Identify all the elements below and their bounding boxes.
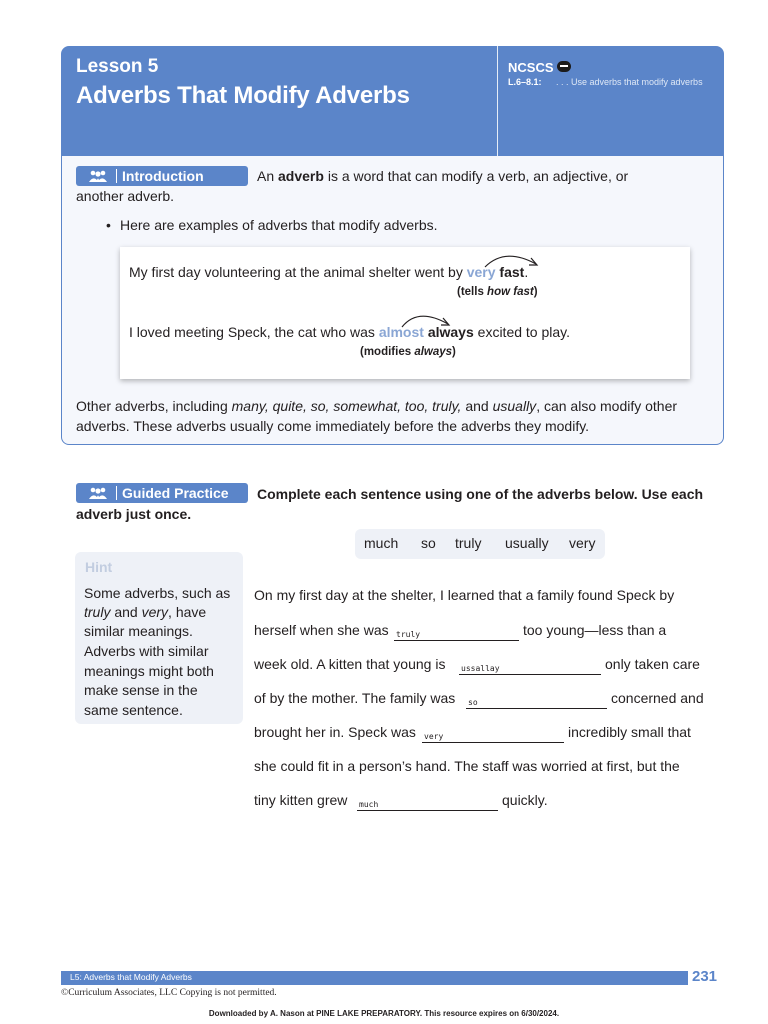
answer-blank[interactable] <box>459 674 601 675</box>
people-group-icon <box>88 169 108 183</box>
note-text: (modifies <box>360 346 415 358</box>
story-line: tiny kitten grew <box>254 792 348 808</box>
answer-blank[interactable] <box>357 810 498 811</box>
story-line: incredibly small that <box>568 724 691 740</box>
story-line: of by the mother. The family was <box>254 690 456 706</box>
example-target: always <box>427 324 474 340</box>
hint-title: Hint <box>85 559 113 575</box>
word-bank-item: truly <box>455 535 482 551</box>
header-divider <box>497 46 498 156</box>
word-bank-item: much <box>364 535 399 551</box>
story-line: On my first day at the shelter, I learned that a family found Speck by <box>254 587 675 603</box>
other-emphasis: usually <box>492 398 537 414</box>
copyright: ©Curriculum Associates, LLC Copying is not permitted. <box>61 988 277 998</box>
example-note-1 <box>457 286 538 298</box>
hint-text: Some adverbs, such as <box>84 585 231 601</box>
hint-text: meanings might both <box>84 663 214 679</box>
other-text: and <box>461 398 493 414</box>
example-modifier: almost <box>378 324 424 340</box>
example-text: My first day volunteering at the animal shelter went by <box>129 264 467 280</box>
other-adverbs-text <box>76 396 677 416</box>
note-text: ) <box>533 286 538 298</box>
intro-keyword: adverb <box>278 168 324 184</box>
lesson-title: Adverbs That Modify Adverbs <box>76 82 410 109</box>
answer-text[interactable]: ussallay <box>461 664 500 673</box>
story-line: she could fit in a person’s hand. The staff was worried at first, but the <box>254 758 680 774</box>
other-adverbs-text-cont: adverbs. These adverbs usually come immediately before the adverbs they modify. <box>76 418 590 434</box>
instructions: Complete each sentence using one of the adverbs below. Use each <box>257 486 704 502</box>
answer-blank[interactable] <box>466 708 607 709</box>
example-sentence-1 <box>129 262 528 282</box>
hint-text: make sense in the <box>84 682 198 698</box>
answer-text[interactable]: much <box>359 800 379 809</box>
bullet-text: Here are examples of adverbs that modify adverbs. <box>120 217 438 233</box>
standard-label: NCSCS <box>508 60 554 75</box>
other-text: Other adverbs, including <box>76 398 232 414</box>
story-line: quickly. <box>502 792 548 808</box>
hint-text: and <box>110 604 142 620</box>
example-note-2 <box>360 346 456 358</box>
people-group-icon <box>88 486 108 500</box>
hint-text <box>84 603 206 622</box>
story-line: herself when she was <box>254 622 389 638</box>
hint-text: Adverbs with similar <box>84 643 209 659</box>
tag-separator <box>116 169 117 183</box>
note-emphasis: always <box>414 346 453 358</box>
hint-text: same sentence. <box>84 702 183 718</box>
example-text: I loved meeting Speck, the cat who was <box>129 324 379 340</box>
answer-blank[interactable] <box>422 742 564 743</box>
guided-practice-label: Guided Practice <box>122 485 229 501</box>
story-line: only taken care <box>605 656 700 672</box>
example-target: fast <box>499 264 525 280</box>
other-emphasis: many, quite, so, somewhat, too, truly, <box>231 398 462 414</box>
intro-text: is a word that can modify a verb, an adjective, or <box>323 168 629 184</box>
story-line: concerned and <box>611 690 704 706</box>
hint-text: similar meanings. <box>84 623 193 639</box>
answer-text[interactable]: so <box>468 698 478 707</box>
note-emphasis: how fast <box>487 286 534 298</box>
story-line: week old. A kitten that young is <box>254 656 446 672</box>
introduction-tag <box>76 166 248 186</box>
standard-description: . . . Use adverbs that modify adverbs <box>556 77 703 87</box>
download-note: Downloaded by A. Nason at PINE LAKE PREPARATORY. This resource expires on 6/30/2024. <box>208 1009 560 1018</box>
page-number: 231 <box>692 968 718 985</box>
answer-text[interactable]: truly <box>396 630 421 639</box>
story-line: brought her in. Speck was <box>254 724 416 740</box>
hint-text: , have <box>168 604 207 620</box>
tag-separator <box>116 486 117 500</box>
word-bank <box>355 529 605 559</box>
word-bank-item: very <box>569 535 596 551</box>
intro-definition-cont: another adverb. <box>76 188 175 204</box>
word-bank-item: so <box>421 535 436 551</box>
story-line: too young—less than a <box>523 622 667 638</box>
example-text: excited to play. <box>473 324 571 340</box>
intro-definition <box>257 166 628 186</box>
answer-blank[interactable] <box>394 640 519 641</box>
intro-text: An <box>257 168 279 184</box>
lesson-number: Lesson 5 <box>76 56 159 77</box>
example-text: . <box>524 264 529 280</box>
answer-text[interactable]: very <box>424 732 444 741</box>
word-bank-item: usually <box>505 535 549 551</box>
other-text: , can also modify other <box>536 398 678 414</box>
standard-code: L.6–8.1: <box>508 77 542 87</box>
hint-emphasis: truly <box>84 604 111 620</box>
note-text: ) <box>452 346 456 358</box>
example-modifier: very <box>466 264 496 280</box>
nc-state-icon <box>557 61 571 72</box>
introduction-label: Introduction <box>122 168 204 184</box>
hint-emphasis: very <box>141 604 169 620</box>
footer-lesson-label: L5: Adverbs that Modify Adverbs <box>70 972 192 982</box>
guided-practice-tag <box>76 483 248 503</box>
note-text: (tells <box>457 286 488 298</box>
instructions-cont: adverb just once. <box>76 506 192 522</box>
bullet-dot: • <box>106 217 111 233</box>
example-sentence-2 <box>129 322 570 342</box>
